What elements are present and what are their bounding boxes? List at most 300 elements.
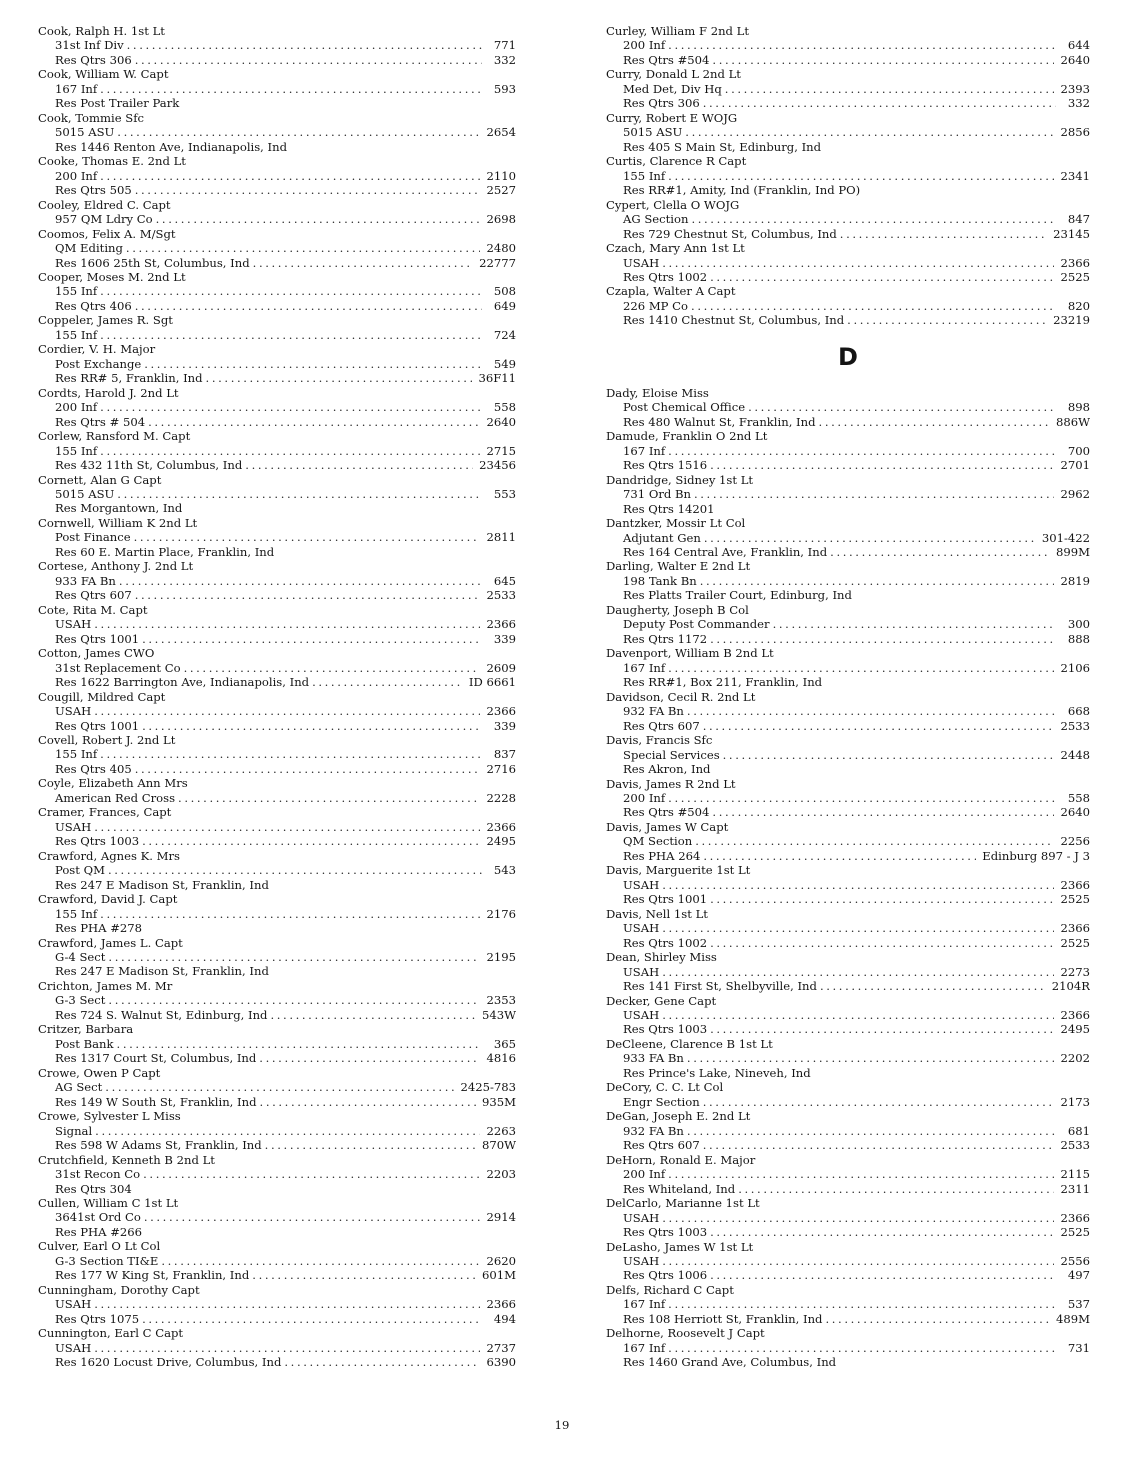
dot-leader [659, 1254, 1054, 1268]
phone-number: 339 [493, 718, 516, 733]
person-name: Cornwell, William K 2nd Lt [38, 515, 198, 530]
dot-leader [665, 444, 1056, 458]
phone-number: 23219 [1053, 313, 1090, 328]
directory-entry-name [606, 646, 1090, 660]
directory-entry-name [606, 24, 1090, 38]
directory-entry-detail [606, 1008, 1090, 1022]
unit-or-residence: Res Akron, Ind [623, 762, 711, 777]
dot-leader [707, 1225, 1054, 1239]
phone-number: 339 [493, 631, 516, 646]
person-name: Czach, Mary Ann 1st Lt [606, 241, 745, 256]
dot-leader [267, 1008, 475, 1022]
phone-number: 2533 [486, 588, 516, 603]
person-name: DeCleene, Clarence B 1st Lt [606, 1036, 773, 1051]
directory-entry-name [606, 907, 1090, 921]
phone-number: 2737 [486, 1340, 516, 1355]
dot-leader [97, 82, 482, 96]
person-name: Cougill, Mildred Capt [38, 689, 166, 704]
directory-entry-detail [606, 834, 1090, 848]
phone-number: 2609 [486, 660, 516, 675]
directory-entry-name [38, 1239, 516, 1253]
directory-entry-name [38, 646, 516, 660]
person-name: DeLasho, James W 1st Lt [606, 1239, 754, 1254]
phone-number: 2195 [486, 950, 516, 964]
directory-entry-detail [606, 1124, 1090, 1138]
unit-or-residence: Res Qtrs 14201 [623, 501, 715, 516]
dot-leader [665, 661, 1054, 675]
unit-or-residence: Res Whiteland, Ind [623, 1181, 736, 1196]
directory-entry-detail [38, 371, 516, 385]
person-name: Cornett, Alan G Capt [38, 472, 162, 487]
unit-or-residence: Res Qtrs 306 [623, 96, 700, 111]
unit-or-residence: Res 1620 Locust Drive, Columbus, Ind [55, 1355, 282, 1370]
unit-or-residence: 933 FA Bn [55, 573, 116, 588]
phone-number: 681 [1067, 1123, 1090, 1138]
right-column-c-entries [606, 24, 1090, 328]
dot-leader [844, 313, 1047, 327]
right-column [606, 24, 1090, 1370]
directory-entry-name [606, 429, 1090, 443]
phone-number: 2811 [486, 530, 516, 545]
unit-or-residence: 932 FA Bn [623, 704, 684, 719]
directory-entry-detail [606, 1022, 1090, 1036]
unit-or-residence: Res Qtrs 607 [623, 1138, 700, 1153]
directory-entry-detail [606, 661, 1090, 675]
unit-or-residence: 731 Ord Bn [623, 487, 691, 502]
person-name: Crichton, James M. Mr [38, 978, 173, 993]
unit-or-residence: USAH [623, 255, 660, 270]
directory-entry-detail [606, 270, 1090, 284]
dot-leader [114, 125, 480, 139]
unit-or-residence: Res 164 Central Ave, Franklin, Ind [623, 545, 828, 559]
unit-or-residence: 31st Replacement Co [55, 660, 181, 675]
phone-number: 22777 [479, 255, 516, 270]
dot-leader [770, 617, 1056, 631]
unit-or-residence: Signal [55, 1123, 93, 1138]
directory-entry-detail [38, 487, 516, 501]
directory-entry-detail [38, 241, 516, 255]
directory-entry-detail [606, 878, 1090, 892]
directory-entry-detail [38, 38, 516, 52]
directory-entry-detail [38, 921, 516, 935]
phone-number: 2533 [1060, 1138, 1090, 1153]
directory-entry-name [38, 776, 516, 790]
directory-entry-detail [38, 791, 516, 805]
unit-or-residence: 31st Inf Div [55, 38, 124, 53]
person-name: Cooley, Eldred C. Capt [38, 197, 171, 212]
dot-leader [105, 863, 482, 877]
unit-or-residence: 5015 ASU [623, 125, 683, 140]
directory-entry-detail [606, 1341, 1090, 1355]
person-name: Darling, Walter E 2nd Lt [606, 559, 751, 574]
unit-or-residence: Post Bank [55, 1036, 114, 1051]
dot-leader [700, 849, 976, 863]
phone-number: 731 [1067, 1340, 1090, 1355]
person-name: Coomos, Felix A. M/Sgt [38, 226, 176, 241]
unit-or-residence: Res 724 S. Walnut St, Edinburg, Ind [55, 1007, 268, 1022]
dot-leader [816, 415, 1050, 429]
unit-or-residence: Res 598 W Adams St, Franklin, Ind [55, 1138, 262, 1153]
dot-leader [707, 632, 1056, 646]
unit-or-residence: 155 Inf [55, 284, 98, 299]
unit-or-residence: 198 Tank Bn [623, 573, 697, 588]
directory-entry-detail [38, 661, 516, 675]
directory-entry-name [38, 313, 516, 327]
dot-leader [123, 241, 481, 255]
person-name: Critzer, Barbara [38, 1022, 134, 1037]
dot-leader [97, 169, 480, 183]
person-name: Crawford, James L. Capt [38, 935, 183, 950]
unit-or-residence: USAH [623, 964, 660, 979]
unit-or-residence: Res Post Trailer Park [55, 96, 180, 111]
directory-entry-detail [606, 444, 1090, 458]
phone-number: 837 [493, 747, 516, 762]
directory-entry-name [606, 111, 1090, 125]
unit-or-residence: Res Qtrs 1001 [55, 718, 140, 733]
directory-entry-detail [606, 227, 1090, 241]
unit-or-residence: Res 480 Walnut St, Franklin, Ind [623, 414, 816, 429]
phone-number: 2819 [1060, 573, 1090, 588]
unit-or-residence: Res Qtrs 306 [55, 52, 132, 67]
dot-leader [132, 762, 481, 776]
right-column-d-entries [606, 386, 1090, 1370]
directory-entry-detail [606, 936, 1090, 950]
directory-entry-name [38, 690, 516, 704]
directory-entry-detail [606, 979, 1090, 993]
phone-number: 2525 [1060, 1225, 1090, 1240]
person-name: Crawford, Agnes K. Mrs [38, 848, 181, 863]
directory-entry-detail [38, 1051, 516, 1065]
directory-entry-name [606, 67, 1090, 81]
dot-leader [131, 530, 481, 544]
unit-or-residence: Res Qtrs 304 [55, 1181, 132, 1196]
directory-entry-name [38, 473, 516, 487]
directory-entry-detail [606, 675, 1090, 689]
directory-entry-detail [38, 545, 516, 559]
directory-entry-detail [606, 82, 1090, 96]
phone-number: 2203 [486, 1167, 516, 1182]
phone-number: 4816 [486, 1051, 516, 1066]
directory-entry-detail [606, 1254, 1090, 1268]
dot-leader [691, 487, 1055, 501]
unit-or-residence: Res Qtrs 1002 [623, 269, 708, 284]
person-name: Cunningham, Dorothy Capt [38, 1282, 200, 1297]
directory-entry-name [38, 386, 516, 400]
directory-entry-detail [38, 140, 516, 154]
unit-or-residence: Post QM [55, 863, 105, 878]
phone-number: 2366 [486, 704, 516, 719]
dot-leader [105, 993, 480, 1007]
unit-or-residence: USAH [623, 1210, 660, 1225]
phone-number: 2525 [1060, 269, 1090, 284]
phone-number: 2698 [486, 212, 516, 227]
dot-leader [700, 1138, 1055, 1152]
directory-entry-detail [38, 256, 516, 270]
directory-entry-detail [38, 747, 516, 761]
unit-or-residence: Res Qtrs #504 [623, 52, 710, 67]
unit-or-residence: G-3 Section TI&E [55, 1253, 159, 1268]
person-name: Curry, Robert E WOJG [606, 110, 738, 125]
directory-entry-name [38, 516, 516, 530]
phone-number: Edinburg 897 - J 3 [982, 848, 1090, 863]
directory-entry-detail [606, 458, 1090, 472]
phone-number: 2716 [486, 761, 516, 776]
page-number: 19 [554, 1418, 570, 1432]
dot-leader [97, 328, 482, 342]
dot-leader [707, 270, 1054, 284]
phone-number: 935M [481, 1094, 516, 1109]
dot-leader [97, 747, 482, 761]
dot-leader [745, 400, 1056, 414]
directory-entry-name [38, 603, 516, 617]
directory-entry-detail [606, 53, 1090, 67]
dot-leader [139, 1312, 482, 1326]
unit-or-residence: Res 177 W King St, Franklin, Ind [55, 1268, 250, 1283]
person-name: Cypert, Clella O WOJG [606, 197, 740, 212]
phone-number: 36F11 [478, 371, 516, 386]
phone-number: 2527 [486, 183, 516, 198]
dot-leader [309, 675, 463, 689]
unit-or-residence: Res Qtrs 1003 [623, 1022, 708, 1037]
directory-entry-detail [38, 125, 516, 139]
phone-number: 593 [493, 81, 516, 96]
dot-leader [97, 907, 480, 921]
person-name: DelCarlo, Marianne 1st Lt [606, 1196, 760, 1211]
dot-leader [700, 719, 1055, 733]
unit-or-residence: Post Exchange [55, 356, 142, 371]
phone-number: 2115 [1060, 1167, 1090, 1182]
dot-leader [684, 1124, 1056, 1138]
phone-number: 2533 [1060, 718, 1090, 733]
dot-leader [132, 588, 481, 602]
directory-entry-detail [38, 96, 516, 110]
unit-or-residence: Res Qtrs 406 [55, 298, 132, 313]
unit-or-residence: 932 FA Bn [623, 1123, 684, 1138]
directory-entry-detail [38, 183, 516, 197]
unit-or-residence: 167 Inf [55, 81, 98, 96]
unit-or-residence: Res 1606 25th St, Columbus, Ind [55, 255, 250, 270]
phone-number: 2366 [1060, 877, 1090, 892]
dot-leader [707, 1268, 1056, 1282]
unit-or-residence: 933 FA Bn [623, 1051, 684, 1066]
directory-entry-detail [38, 458, 516, 472]
dot-leader [665, 38, 1056, 52]
phone-number: 543 [493, 863, 516, 878]
dot-leader [139, 632, 482, 646]
phone-number: 2228 [486, 790, 516, 805]
directory-entry-name [38, 111, 516, 125]
directory-entry-detail [38, 501, 516, 515]
directory-entry-detail [38, 834, 516, 848]
dot-leader [262, 1138, 476, 1152]
directory-entry-name [38, 154, 516, 168]
unit-or-residence: Res 432 11th St, Columbus, Ind [55, 458, 243, 473]
phone-number: 2640 [1060, 805, 1090, 820]
unit-or-residence: 155 Inf [55, 747, 98, 762]
phone-number: 2495 [1060, 1022, 1090, 1037]
phone-number: 2173 [1060, 1094, 1090, 1109]
directory-entry-detail [606, 125, 1090, 139]
unit-or-residence: Res PHA #278 [55, 921, 143, 936]
directory-entry-name [606, 473, 1090, 487]
person-name: Davenport, William B 2nd Lt [606, 646, 774, 661]
phone-number: 601M [481, 1268, 516, 1283]
directory-entry-detail [38, 762, 516, 776]
unit-or-residence: Res Qtrs 1001 [55, 631, 140, 646]
unit-or-residence: Res 1410 Chestnut St, Columbus, Ind [623, 313, 845, 328]
unit-or-residence: Res 1446 Renton Ave, Indianapolis, Ind [55, 139, 288, 154]
unit-or-residence: USAH [55, 1297, 92, 1312]
unit-or-residence: 957 QM Ldry Co [55, 212, 153, 227]
unit-or-residence: G-4 Sect [55, 950, 106, 964]
dot-leader [709, 53, 1054, 67]
directory-entry-detail [38, 675, 516, 689]
directory-entry-detail [606, 1355, 1090, 1369]
unit-or-residence: USAH [623, 921, 660, 936]
person-name: Davidson, Cecil R. 2nd Lt [606, 689, 756, 704]
unit-or-residence: Res 729 Chestnut St, Columbus, Ind [623, 226, 837, 241]
unit-or-residence: Res Qtrs 505 [55, 183, 132, 198]
directory-entry-name [38, 849, 516, 863]
unit-or-residence: Res RR#1, Amity, Ind (Franklin, Ind PO) [623, 183, 861, 198]
phone-number: 332 [1067, 96, 1090, 111]
directory-entry-detail [606, 1312, 1090, 1326]
directory-entry-name [38, 892, 516, 906]
dot-leader [257, 1095, 476, 1109]
unit-or-residence: 200 Inf [623, 38, 666, 53]
person-name: Curtis, Clarence R Capt [606, 154, 747, 169]
unit-or-residence: USAH [623, 1008, 660, 1022]
directory-entry-detail [38, 357, 516, 371]
directory-entry-detail [606, 1138, 1090, 1152]
person-name: Coppeler, James R. Sgt [38, 313, 173, 328]
person-name: Cullen, William C 1st Lt [38, 1195, 179, 1210]
directory-entry-detail [38, 212, 516, 226]
directory-entry-detail [606, 588, 1090, 602]
phone-number: 494 [493, 1311, 516, 1326]
directory-entry-detail [606, 748, 1090, 762]
phone-number: 2525 [1060, 935, 1090, 950]
phone-number: 497 [1067, 1268, 1090, 1283]
directory-entry-detail [38, 1138, 516, 1152]
dot-leader [97, 400, 482, 414]
directory-entry-detail [38, 1268, 516, 1282]
phone-number: 898 [1067, 400, 1090, 415]
directory-entry-name [38, 67, 516, 81]
unit-or-residence: 226 MP Co [623, 298, 689, 313]
directory-entry-detail [606, 183, 1090, 197]
person-name: Cooke, Thomas E. 2nd Lt [38, 154, 186, 169]
unit-or-residence: Med Det, Div Hq [623, 81, 722, 96]
unit-or-residence: 155 Inf [55, 327, 98, 342]
directory-entry-detail [38, 1167, 516, 1181]
directory-entry-detail [606, 400, 1090, 414]
phone-number: 2256 [1060, 834, 1090, 849]
directory-entry-detail [606, 256, 1090, 270]
unit-or-residence: G-3 Sect [55, 993, 106, 1008]
directory-entry-detail [38, 1080, 516, 1094]
person-name: Cote, Rita M. Capt [38, 602, 148, 617]
directory-entry-detail [606, 1268, 1090, 1282]
directory-entry-name [606, 1326, 1090, 1340]
dot-leader [720, 748, 1055, 762]
person-name: Czapla, Walter A Capt [606, 284, 736, 299]
directory-entry-name [606, 1283, 1090, 1297]
person-name: DeGan, Joseph E. 2nd Lt [606, 1109, 751, 1124]
phone-number: 644 [1067, 38, 1090, 53]
dot-leader [116, 574, 482, 588]
dot-leader [181, 661, 481, 675]
phone-number: 2914 [486, 1210, 516, 1225]
directory-entry-detail [606, 415, 1090, 429]
dot-leader [105, 950, 480, 964]
dot-leader [92, 1124, 480, 1138]
directory-entry-detail [606, 1225, 1090, 1239]
dot-leader [140, 1167, 480, 1181]
person-name: Dandridge, Sidney 1st Lt [606, 472, 754, 487]
dot-leader [139, 719, 482, 733]
phone-number: 771 [493, 38, 516, 53]
unit-or-residence: Res 60 E. Martin Place, Franklin, Ind [55, 544, 275, 559]
phone-number: 508 [493, 284, 516, 299]
directory-entry-detail [606, 892, 1090, 906]
directory-entry-detail [606, 212, 1090, 226]
phone-number: 2176 [486, 906, 516, 921]
unit-or-residence: Post Chemical Office [623, 400, 746, 415]
unit-or-residence: 200 Inf [623, 1167, 666, 1182]
person-name: Daugherty, Joseph B Col [606, 602, 749, 617]
phone-number: 700 [1067, 443, 1090, 458]
unit-or-residence: Res 1460 Grand Ave, Columbus, Ind [623, 1355, 837, 1370]
phone-number: 888 [1067, 631, 1090, 646]
phone-number: 300 [1067, 617, 1090, 632]
directory-entry-detail [38, 1312, 516, 1326]
phone-number: 2525 [1060, 892, 1090, 907]
directory-entry-name [38, 227, 516, 241]
dot-leader [659, 878, 1054, 892]
unit-or-residence: 200 Inf [55, 168, 98, 183]
dot-leader [91, 1297, 480, 1311]
unit-or-residence: Res Prince's Lake, Nineveh, Ind [623, 1065, 811, 1080]
directory-entry-detail [38, 1095, 516, 1109]
directory-entry-detail [38, 704, 516, 718]
unit-or-residence: Res Qtrs 1001 [623, 892, 708, 907]
dot-leader [837, 227, 1047, 241]
phone-number: 553 [493, 487, 516, 501]
directory-entry-name [606, 1080, 1090, 1094]
directory-entry-detail [38, 1008, 516, 1022]
phone-number: 2495 [486, 834, 516, 849]
phone-number: 2366 [486, 617, 516, 632]
phone-number: 23145 [1053, 226, 1090, 241]
directory-entry-name [38, 1066, 516, 1080]
directory-entry-name [606, 516, 1090, 530]
directory-entry-name [606, 994, 1090, 1008]
unit-or-residence: AG Sect [55, 1080, 103, 1095]
directory-entry-detail [38, 1210, 516, 1224]
unit-or-residence: Deputy Post Commander [623, 617, 770, 632]
phone-number: 2715 [486, 443, 516, 458]
directory-entry-detail [606, 704, 1090, 718]
directory-entry-name [38, 805, 516, 819]
unit-or-residence: Res RR#1, Box 211, Franklin, Ind [623, 675, 823, 690]
directory-entry-detail [606, 1211, 1090, 1225]
directory-entry-detail [606, 38, 1090, 52]
dot-leader [256, 1051, 480, 1065]
directory-entry-detail [606, 719, 1090, 733]
dot-leader [132, 299, 482, 313]
dot-leader [250, 256, 473, 270]
